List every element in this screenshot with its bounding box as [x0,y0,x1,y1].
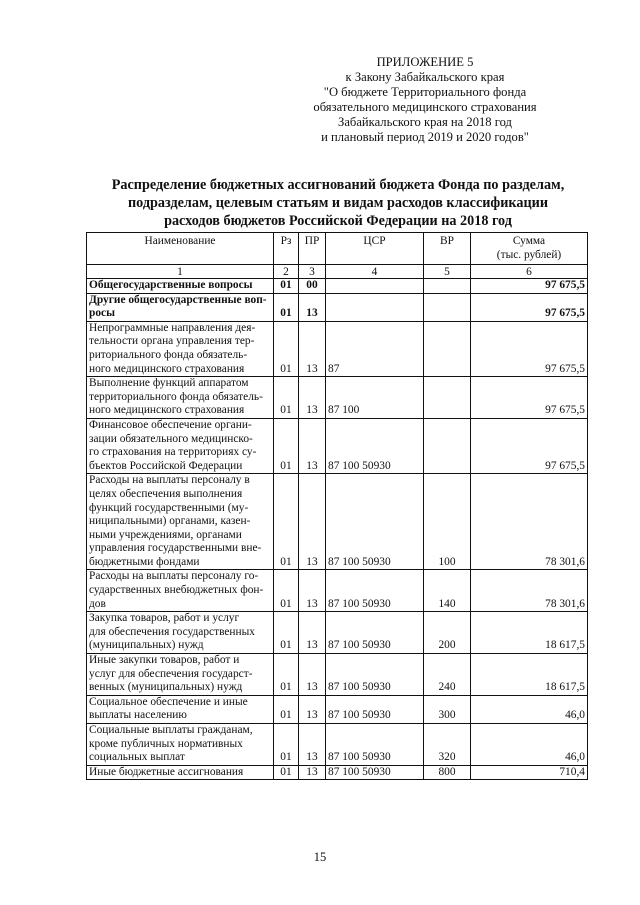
table-row [87,279,588,294]
row-pr-cell: 13 [299,321,326,376]
table-row [87,321,588,376]
row-name-line: бъектов Российской Федерации [89,459,243,472]
row-name-line: функций государственными (му- [89,501,249,514]
row-name-line: Общегосударственные вопросы [89,279,253,291]
row-pr-cell: 13 [299,474,326,570]
row-name-line: росы [89,307,115,320]
row-name-line: ниципальными) органами, казен- [89,515,251,528]
appendix-header [260,55,590,145]
row-vr-cell [424,293,471,321]
row-name-line: ными учреждениями, органами [89,528,242,541]
appendix-line: Забайкальского края на 2018 год [338,115,512,129]
row-csr-cell: 87 [326,321,424,376]
row-vr-cell: 100 [424,474,471,570]
table-row [87,612,588,654]
row-rz-cell: 01 [274,279,299,294]
row-rz-cell: 01 [274,612,299,654]
row-csr-cell: 87 100 50930 [326,474,424,570]
appendix-line: обязательного медицинского страхования [313,100,537,114]
row-vr-cell: 140 [424,570,471,612]
row-name-line: венных (муниципальных) нужд [89,681,243,694]
row-name-line: бюджетными фондами [89,555,200,568]
row-name-line: зации обязательного медицинско- [89,432,253,445]
title-line: подразделам, целевым статьям и видам расходов классификации [127,195,548,211]
row-name-line: (муниципальных) нужд [89,639,204,652]
row-name-line: Закупка товаров, работ и услуг [89,612,240,625]
row-csr-cell: 87 100 50930 [326,695,424,723]
row-vr-cell: 320 [424,724,471,766]
column-number: 2 [274,265,299,279]
row-sum-cell: 18 617,5 [471,654,588,696]
row-name-line: целях обеспечения выполнения [89,487,243,500]
row-sum-cell: 97 675,5 [471,377,588,419]
header-pr: ПР [299,233,326,265]
table-row [87,474,588,570]
row-pr-cell: 00 [299,279,326,294]
header-vr: ВР [424,233,471,265]
row-rz-cell: 01 [274,293,299,321]
row-name-line: выплаты населению [89,709,187,722]
row-name-cell [87,377,274,419]
row-name-line: Выполнение функций аппаратом [89,377,249,390]
column-number: 4 [326,265,424,279]
row-name-line: управления государственными вне- [89,542,262,555]
row-rz-cell: 01 [274,765,299,780]
title-line: Распределение бюджетных ассигнований бюджета Фонда по разделам, [111,177,565,193]
row-csr-cell: 87 100 50930 [326,765,424,780]
row-rz-cell: 01 [274,321,299,376]
row-name-line: сударственных внебюджетных фон- [89,584,264,597]
table-row [87,724,588,766]
row-name-cell [87,570,274,612]
row-name-line: Непрограммные направления дея- [89,321,256,334]
table-row [87,418,588,473]
table-row [87,765,588,780]
row-name-cell [87,695,274,723]
row-vr-cell: 800 [424,765,471,780]
row-pr-cell: 13 [299,612,326,654]
row-name-cell [87,765,274,780]
row-csr-cell: 87 100 50930 [326,612,424,654]
header-rz: Рз [274,233,299,265]
row-name-cell [87,321,274,376]
row-vr-cell [424,279,471,294]
row-pr-cell: 13 [299,418,326,473]
row-sum-cell: 710,4 [471,765,588,780]
row-sum-cell: 46,0 [471,724,588,766]
row-vr-cell [424,418,471,473]
header-sum [471,233,588,265]
appendix-line: "О бюджете Территориального фонда [323,85,527,99]
header-csr: ЦСР [326,233,424,265]
row-name-line: Расходы на выплаты персоналу го- [89,570,259,583]
row-name-line: дов [89,597,106,610]
column-number: 6 [471,265,588,279]
row-rz-cell: 01 [274,418,299,473]
row-rz-cell: 01 [274,377,299,419]
row-sum-cell: 97 675,5 [471,293,588,321]
row-sum-cell: 78 301,6 [471,570,588,612]
row-sum-cell: 18 617,5 [471,612,588,654]
table-row [87,293,588,321]
row-sum-cell: 46,0 [471,695,588,723]
table-body [87,279,588,780]
row-sum-cell: 97 675,5 [471,321,588,376]
row-sum-cell: 78 301,6 [471,474,588,570]
row-rz-cell: 01 [274,724,299,766]
column-number-row [87,265,588,279]
row-sum-cell: 97 675,5 [471,279,588,294]
row-name-cell [87,724,274,766]
column-number: 5 [424,265,471,279]
row-name-cell [87,293,274,321]
appendix-line: и плановый период 2019 и 2020 годов" [321,130,529,144]
row-name-line: ного медицинского страхования [89,404,245,417]
row-name-line: Расходы на выплаты персоналу в [89,474,250,487]
row-pr-cell: 13 [299,293,326,321]
table-row [87,570,588,612]
row-vr-cell: 300 [424,695,471,723]
row-csr-cell: 87 100 50930 [326,418,424,473]
row-rz-cell: 01 [274,654,299,696]
row-name-line: ного медицинского страхования [89,362,245,375]
row-name-line: тельности органа управления тер- [89,335,255,348]
row-vr-cell: 200 [424,612,471,654]
row-rz-cell: 01 [274,474,299,570]
row-name-cell [87,474,274,570]
row-name-line: Иные закупки товаров, работ и [89,654,240,667]
column-number: 3 [299,265,326,279]
document-title [84,176,592,230]
row-name-line: кроме публичных нормативных [89,737,243,750]
row-csr-cell [326,293,424,321]
row-vr-cell [424,377,471,419]
table-row [87,695,588,723]
row-sum-cell: 97 675,5 [471,418,588,473]
row-name-cell [87,654,274,696]
row-name-line: социальных выплат [89,751,185,764]
page-number: 15 [313,850,327,864]
row-pr-cell: 13 [299,377,326,419]
row-name-cell [87,279,274,294]
row-name-line: риториального фонда обязатель- [89,348,248,361]
row-csr-cell [326,279,424,294]
row-name-line: го страхования на территориях су- [89,446,257,459]
row-pr-cell: 13 [299,695,326,723]
row-csr-cell: 87 100 50930 [326,570,424,612]
row-name-line: Социальные выплаты гражданам, [89,724,253,736]
row-csr-cell: 87 100 50930 [326,654,424,696]
row-name-line: услуг для обеспечения государст- [89,667,253,680]
table-row [87,654,588,696]
row-rz-cell: 01 [274,695,299,723]
row-pr-cell: 13 [299,570,326,612]
row-vr-cell: 240 [424,654,471,696]
row-name-line: Финансовое обеспечение органи- [89,418,252,431]
title-line: расходов бюджетов Российской Федерации на 2018 год [164,213,512,229]
row-vr-cell [424,321,471,376]
row-pr-cell: 13 [299,654,326,696]
header-sum-unit: (тыс. рублей) [496,248,562,261]
row-name-line: Социальное обеспечение и иные [89,695,248,708]
row-name-cell [87,418,274,473]
appendix-line: ПРИЛОЖЕНИЕ 5 [376,55,474,69]
row-csr-cell: 87 100 [326,377,424,419]
table-row [87,377,588,419]
header-sum-label: Сумма [512,235,546,247]
row-pr-cell: 13 [299,724,326,766]
row-name-line: Другие общегосударственные воп- [89,293,267,306]
row-rz-cell: 01 [274,570,299,612]
row-name-line: Иные бюджетные ассигнования [89,765,244,778]
row-name-line: территориального фонда обязатель- [89,390,263,403]
header-name: Наименование [87,233,274,265]
row-pr-cell: 13 [299,765,326,780]
row-csr-cell: 87 100 50930 [326,724,424,766]
appendix-line: к Закону Забайкальского края [345,70,505,84]
row-name-line: для обеспечения государственных [89,625,255,638]
column-number: 1 [87,265,274,279]
row-name-cell [87,612,274,654]
budget-allocation-table [86,232,588,780]
